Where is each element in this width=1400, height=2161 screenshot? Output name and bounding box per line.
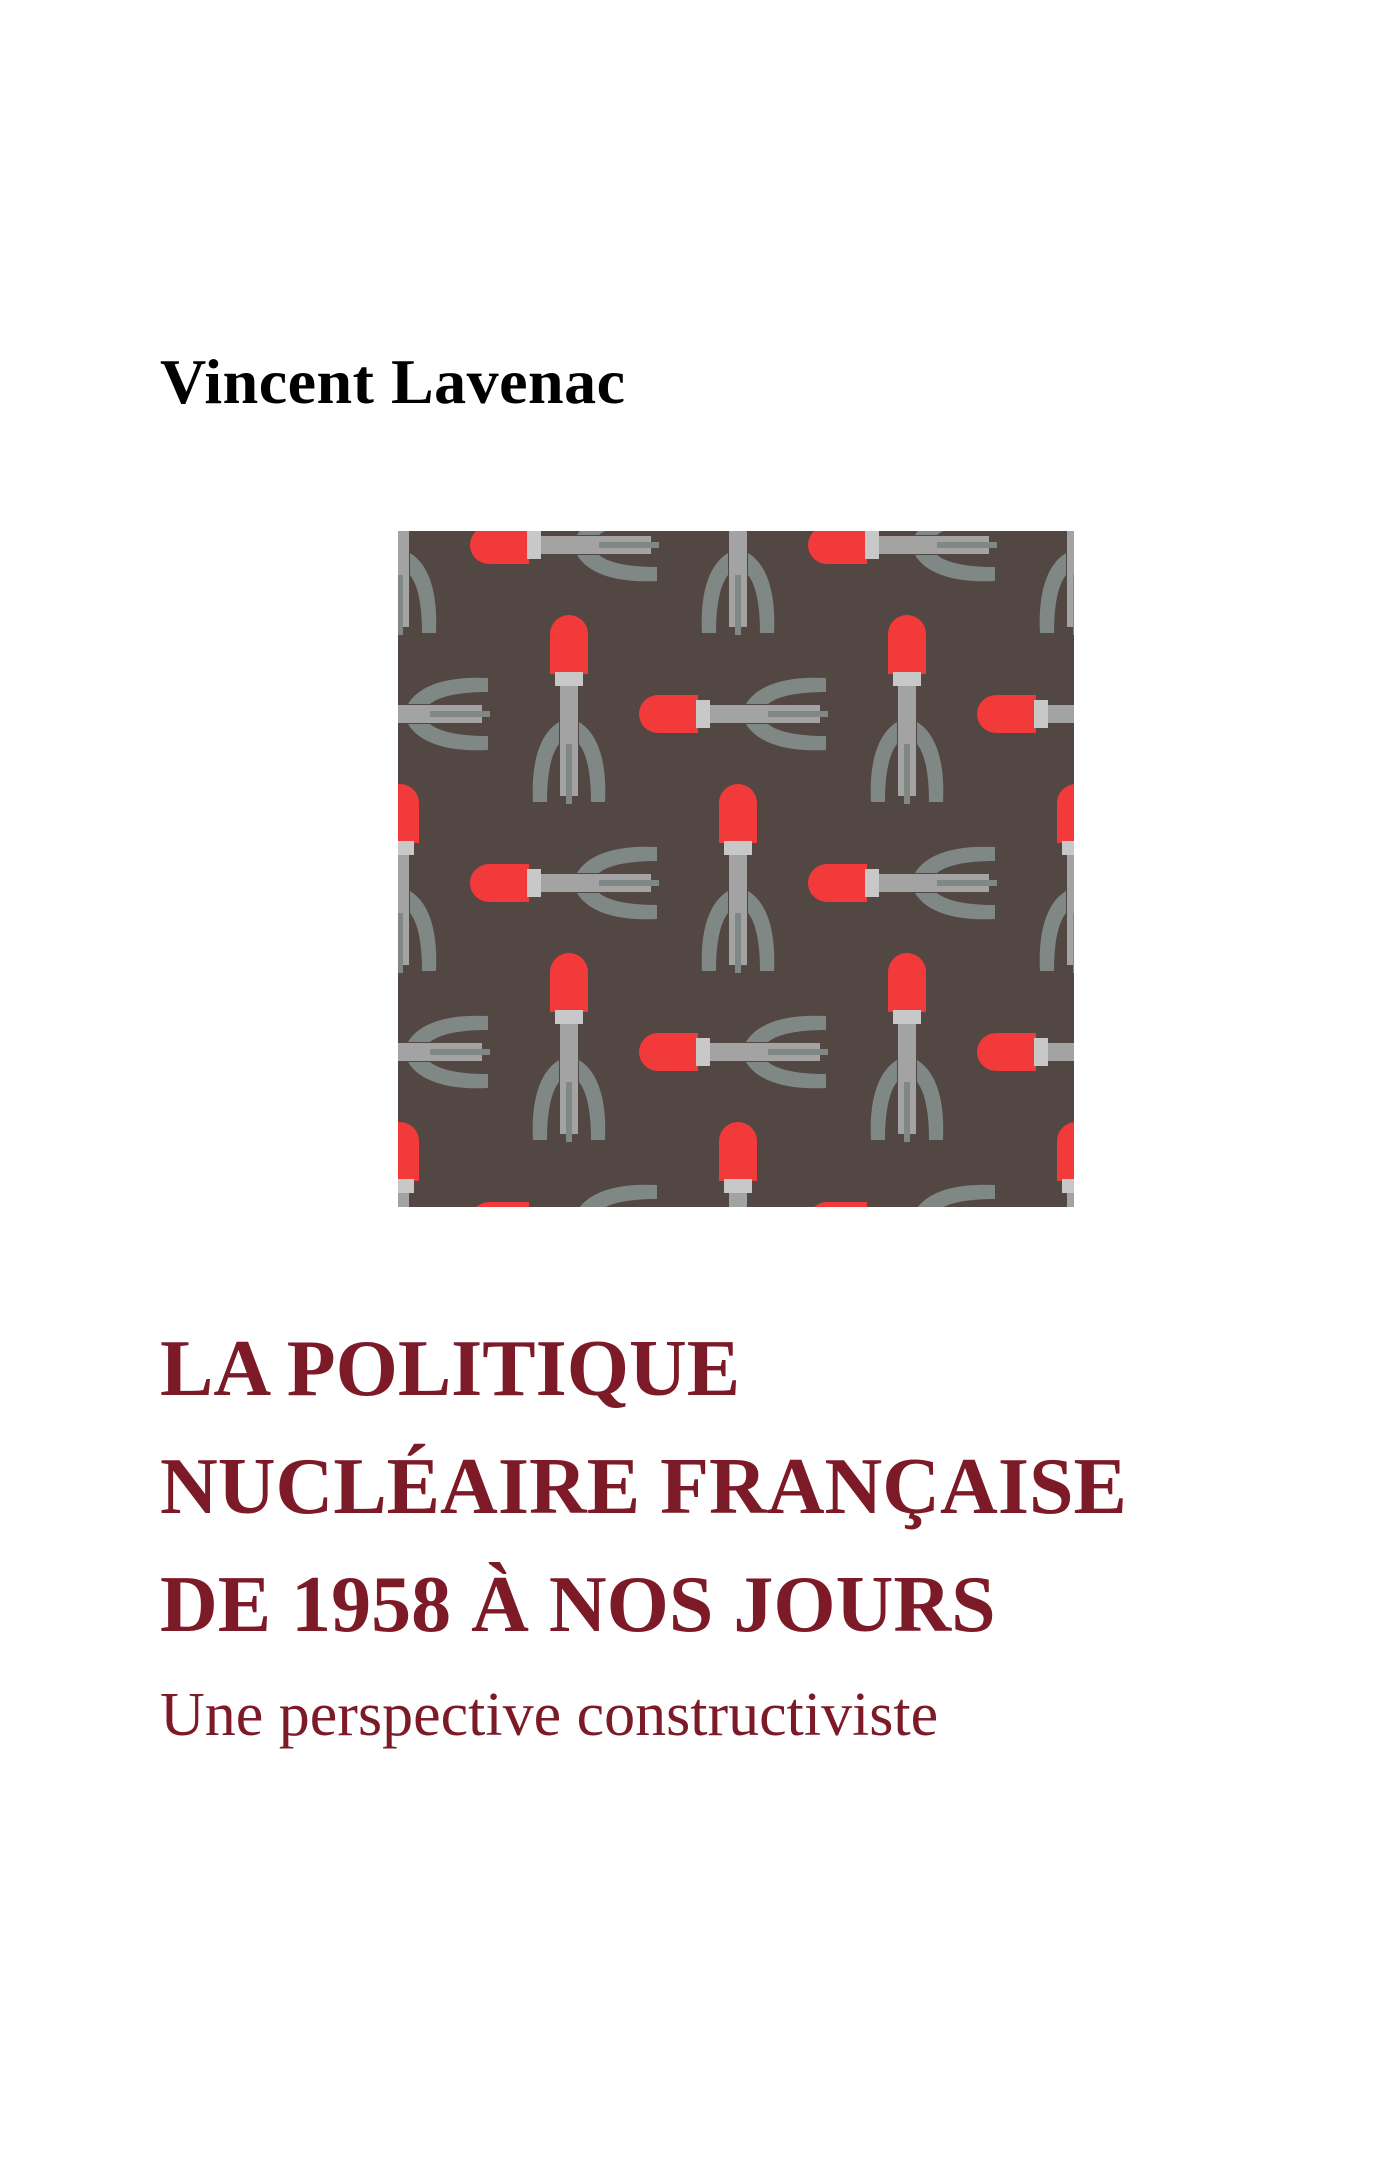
title-line: LA POLITIQUE (160, 1325, 741, 1413)
book-subtitle: Une perspective constructiviste (160, 1681, 939, 1749)
missile-pattern-icon (398, 531, 1074, 1207)
title-line: NUCLÉAIRE FRANÇAISE (160, 1443, 1127, 1531)
author-name: Vincent Lavenac (160, 346, 626, 417)
title-line: DE 1958 À NOS JOURS (160, 1561, 996, 1649)
cover-artwork (398, 531, 1074, 1207)
book-title (160, 1310, 1127, 1664)
